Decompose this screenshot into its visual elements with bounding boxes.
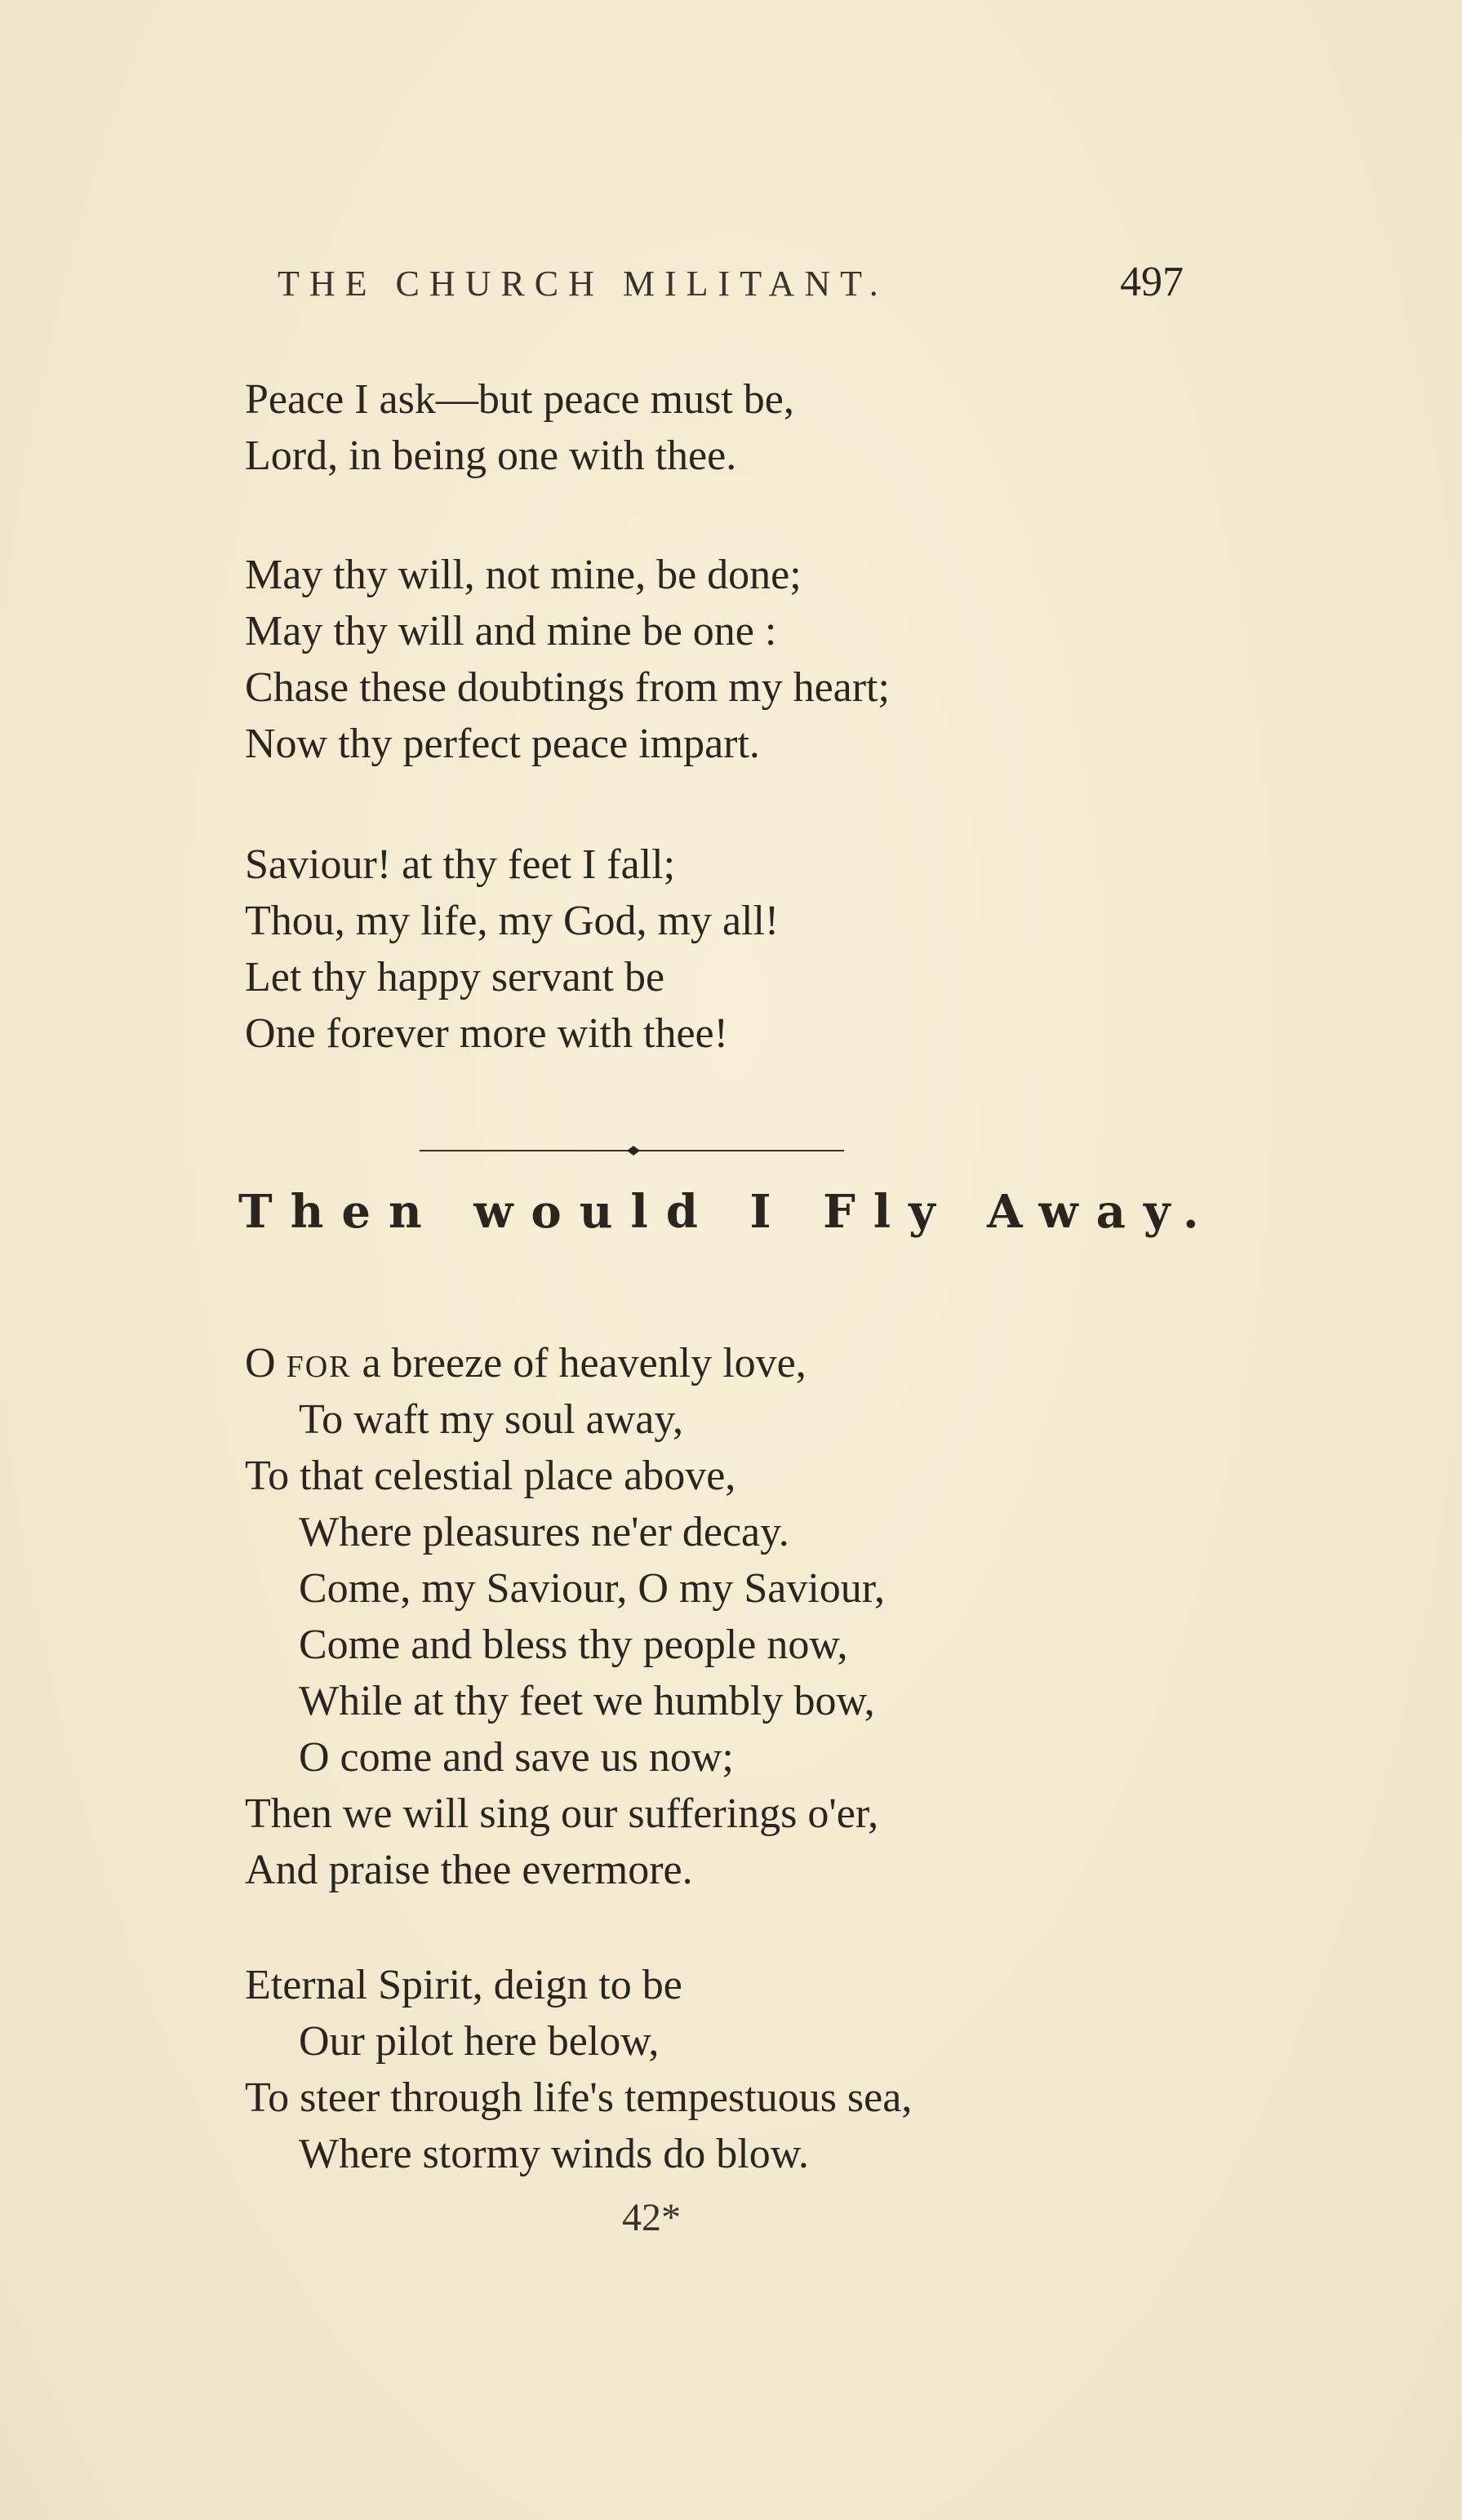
verse-line: Eternal Spirit, deign to be (245, 1962, 682, 2008)
verse-line: Thou, my life, my God, my all! (245, 898, 780, 944)
verse-line: Come, my Saviour, O my Saviour, (299, 1565, 886, 1612)
stanza-3 (245, 836, 779, 1062)
hymn-title: Then would I Fly Away. (238, 1185, 1217, 1239)
verse-line: May thy will and mine be one : (245, 608, 777, 654)
verse-line: Chase these doubtings from my heart; (245, 664, 890, 711)
verse-line: And praise thee evermore. (245, 1847, 693, 1893)
verse-line: To that celestial place above, (245, 1453, 736, 1499)
running-title: THE CHURCH MILITANT. (278, 264, 888, 304)
verse-line-text: a breeze of heavenly love, (362, 1340, 807, 1386)
verse-line: To steer through life's tempestuous sea, (245, 2074, 913, 2121)
verse-line: Then we will sing our sufferings o'er, (245, 1790, 879, 1837)
stanza-1 (245, 371, 794, 484)
verse-line: May thy will, not mine, be done; (245, 552, 802, 598)
opening-word: O (245, 1340, 276, 1386)
signature-mark: 42* (622, 2196, 681, 2239)
verse-line: One forever more with thee! (245, 1010, 728, 1057)
verse-line: Lord, in being one with thee. (245, 433, 737, 479)
stanza-2 (245, 547, 890, 772)
page-number: 497 (1120, 259, 1184, 305)
verse-line: To waft my soul away, (299, 1396, 683, 1443)
verse-line: Saviour! at thy feet I fall; (245, 841, 676, 888)
verse-line: Peace I ask—but peace must be, (245, 376, 794, 423)
hymn-stanza-1 (245, 1335, 885, 1898)
hymn-stanza-2 (245, 1957, 912, 2182)
verse-line: O come and save us now; (299, 1734, 734, 1781)
running-head (278, 259, 1184, 312)
verse-line: Where pleasures ne'er decay. (299, 1509, 789, 1555)
verse-line: Where stormy winds do blow. (299, 2131, 809, 2177)
verse-line: Our pilot here below, (299, 2018, 660, 2065)
verse-line (245, 1335, 885, 1391)
verse-line: Come and bless thy people now, (299, 1622, 848, 1668)
verse-line: Now thy perfect peace impart. (245, 721, 760, 767)
verse-line: While at thy feet we humbly bow, (299, 1678, 875, 1724)
verse-line: Let thy happy servant be (245, 954, 665, 1000)
divider-ornament (420, 1146, 844, 1156)
opening-smallcaps: FOR (286, 1350, 352, 1384)
